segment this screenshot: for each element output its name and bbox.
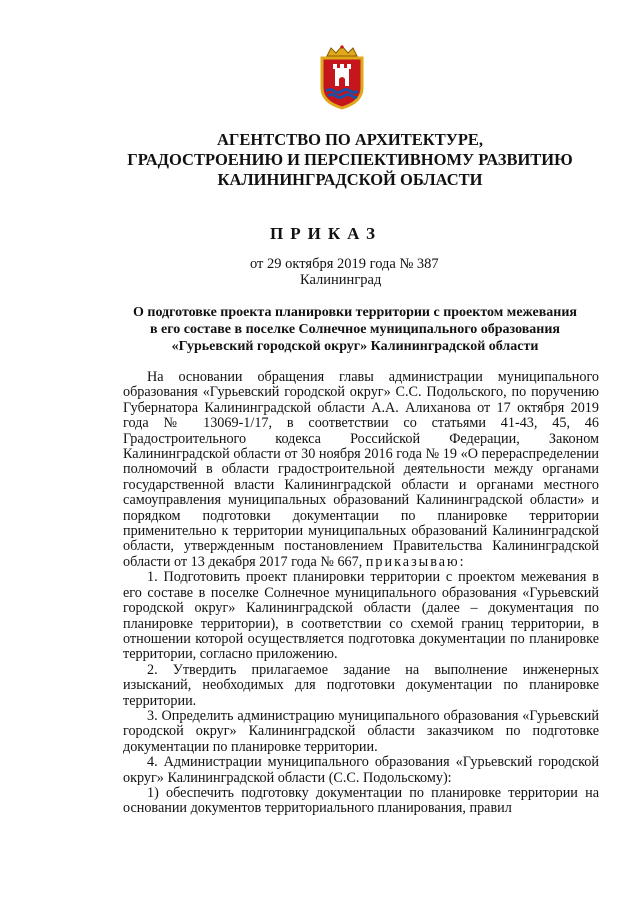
coat-of-arms-emblem <box>317 44 367 110</box>
order-date: от 29 октября 2019 года № 387 <box>250 256 439 272</box>
preamble-text: На основании обращения главы администрации муниципального образования «Гурьевский городской округ» С.С. Подольского, по поручению Губернатора Калининградской области А.А. Алиханова от 17 октября 2019 года № 13069-1/17, в соответствии со статьями 41-43, 45, 46 Градостроительного кодекса Российской Федерации, Законом Калининградской области от 30 ноября 2016 года № 19 «О перераспределении полномочий в области градостроительной деятельности между органами государственной власти Калининградской области и органами местного самоуправления муниципальных образований Калининградской области» и порядком подготовки документации по планировке территории применительно к территории муниципальных образований Калининградской области, утвержденным постановлением Правительства Калининградской области от 13 декабря 2017 года № 667, <box>123 369 599 570</box>
item-2-paragraph: 2. Утвердить прилагаемое задание на выполнение инженерных изысканий, необходимых для подготовки документации по планировке территории. <box>123 661 599 709</box>
order-city: Калининград <box>300 272 382 288</box>
order-title: ПРИКАЗ <box>270 224 382 243</box>
subject-line-1: О подготовке проекта планировки территории с проектом межевания <box>132 305 577 320</box>
agency-line-2: ГРАДОСТРОЕНИЮ И ПЕРСПЕКТИВНОМУ РАЗВИТИЮ <box>127 150 573 169</box>
agency-line-1: АГЕНТСТВО ПО АРХИТЕКТУРЕ, <box>216 130 484 149</box>
agency-line-3: КАЛИНИНГРАДСКОЙ ОБЛАСТИ <box>217 170 483 189</box>
agency-header <box>60 130 640 190</box>
subject-line-3: «Гурьевский городской округ» Калининградской области <box>171 339 539 354</box>
preamble-order-word: приказываю: <box>365 553 466 570</box>
item-4-1-paragraph: 1) обеспечить подготовку документации по планировке территории на основании документов территориального планирования, правил <box>123 784 599 817</box>
order-body <box>123 370 599 817</box>
subject-line-2: в его составе в поселке Солнечное муниципального образования <box>149 322 560 337</box>
item-1-paragraph: 1. Подготовить проект планировки территории с проектом межевания в его составе в поселке Солнечное муниципального образования «Гурьевский городской округ» Калининградской области (далее – документация по планировке территории), в соответствии со схемой границ территории, в отношении которой осуществляется подготовка документации по планировке территории, согласно приложению. <box>123 569 599 663</box>
order-subject <box>100 304 610 355</box>
item-3-paragraph: 3. Определить администрацию муниципального образования «Гурьевский городской округ» Калининградской области заказчиком по подготовке документации по планировке территории. <box>123 707 599 755</box>
preamble-paragraph <box>123 370 599 570</box>
item-4-paragraph: 4. Администрации муниципального образования «Гурьевский городской округ» Калининградской области (С.С. Подольскому): <box>123 754 599 786</box>
